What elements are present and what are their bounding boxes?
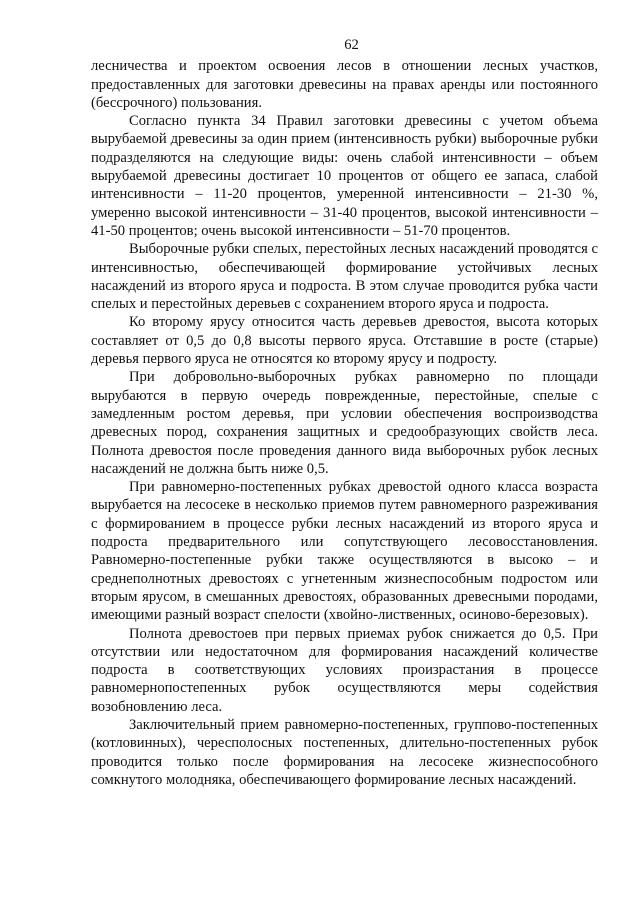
- paragraph-final-cut: Заключительный прием равномерно-постепенных, группово-постепенных (котловинных), чересполосных постепенных, длительно-постепенных рубок проводится только после формирования на лесосеке жизнеспособного сомкнутого молодняка, обеспечивающего формирование лесных насаждений.: [91, 716, 598, 788]
- paragraph-uniform-gradual: При равномерно-постепенных рубках древостой одного класса возраста вырубается на лесосеке в несколько приемов путем равномерного разреживания с формированием в процессе рубки лесных насаждений из второго яруса и подроста предварительного или сопутствующего лесовосстановления. Равномерно-постепенные рубки также осуществляются в высоко – и среднеполнотных древостоях с угнетенным жизнеспособным подростом или вторым ярусом, в смешанных древостоях, образованных древесными породами, имеющими разный возраст спелости (хвойно-лиственных, осиново-березовых).: [91, 479, 598, 624]
- paragraph-stand-density: Полнота древостоев при первых приемах рубок снижается до 0,5. При отсутствии или недостаточном для формирования насаждений количестве подроста в соответствующих условиях произрастания в процессе равномернопостепенных рубок осуществляются меры содействия возобновлению леса.: [91, 625, 598, 715]
- paragraph-mature-stands: Выборочные рубки спелых, перестойных лесных насаждений проводятся с интенсивностью, обеспечивающей формирование устойчивых лесных насаждений из второго яруса и подроста. В этом случае проводится рубка части спелых и перестойных деревьев с сохранением второго яруса и подроста.: [91, 241, 598, 313]
- paragraph-second-tier: Ко второму ярусу относится часть деревьев древостоя, высота которых составляет от 0,5 до 0,8 высоты первого яруса. Отставшие в росте (старые) деревья первого яруса не относятся ко второму ярусу и подросту.: [91, 314, 598, 368]
- paragraph-intensity-types: Согласно пункта 34 Правил заготовки древесины с учетом объема вырубаемой древесины за один прием (интенсивность рубки) выборочные рубки подразделяются на следующие виды: очень слабой интенсивности – объем вырубаемой древесины достигает 10 процентов от общего ее запаса, слабой интенсивности – 11-20 процентов, умеренной интенсивности – 21-30 %, умеренно высокой интенсивности – 31-40 процентов, высокой интенсивности – 41-50 процентов; очень высокой интенсивности – 51-70 процентов.: [91, 113, 598, 239]
- paragraph-continuation: лесничества и проектом освоения лесов в отношении лесных участков, предоставленных для заготовки древесины на правах аренды или постоянного (бессрочного) пользования.: [91, 58, 598, 111]
- paragraph-voluntary-selective: При добровольно-выборочных рубках равномерно по площади вырубаются в первую очередь поврежденные, перестойные, спелые с замедленным ростом деревья, при условии обеспечения воспроизводства древесных пород, сохранения защитных и средообразующих свойств леса. Полнота древостоя после проведения данного вида выборочных рубок лесных насаждений не должна быть ниже 0,5.: [91, 369, 598, 477]
- page-number: 62: [344, 37, 359, 53]
